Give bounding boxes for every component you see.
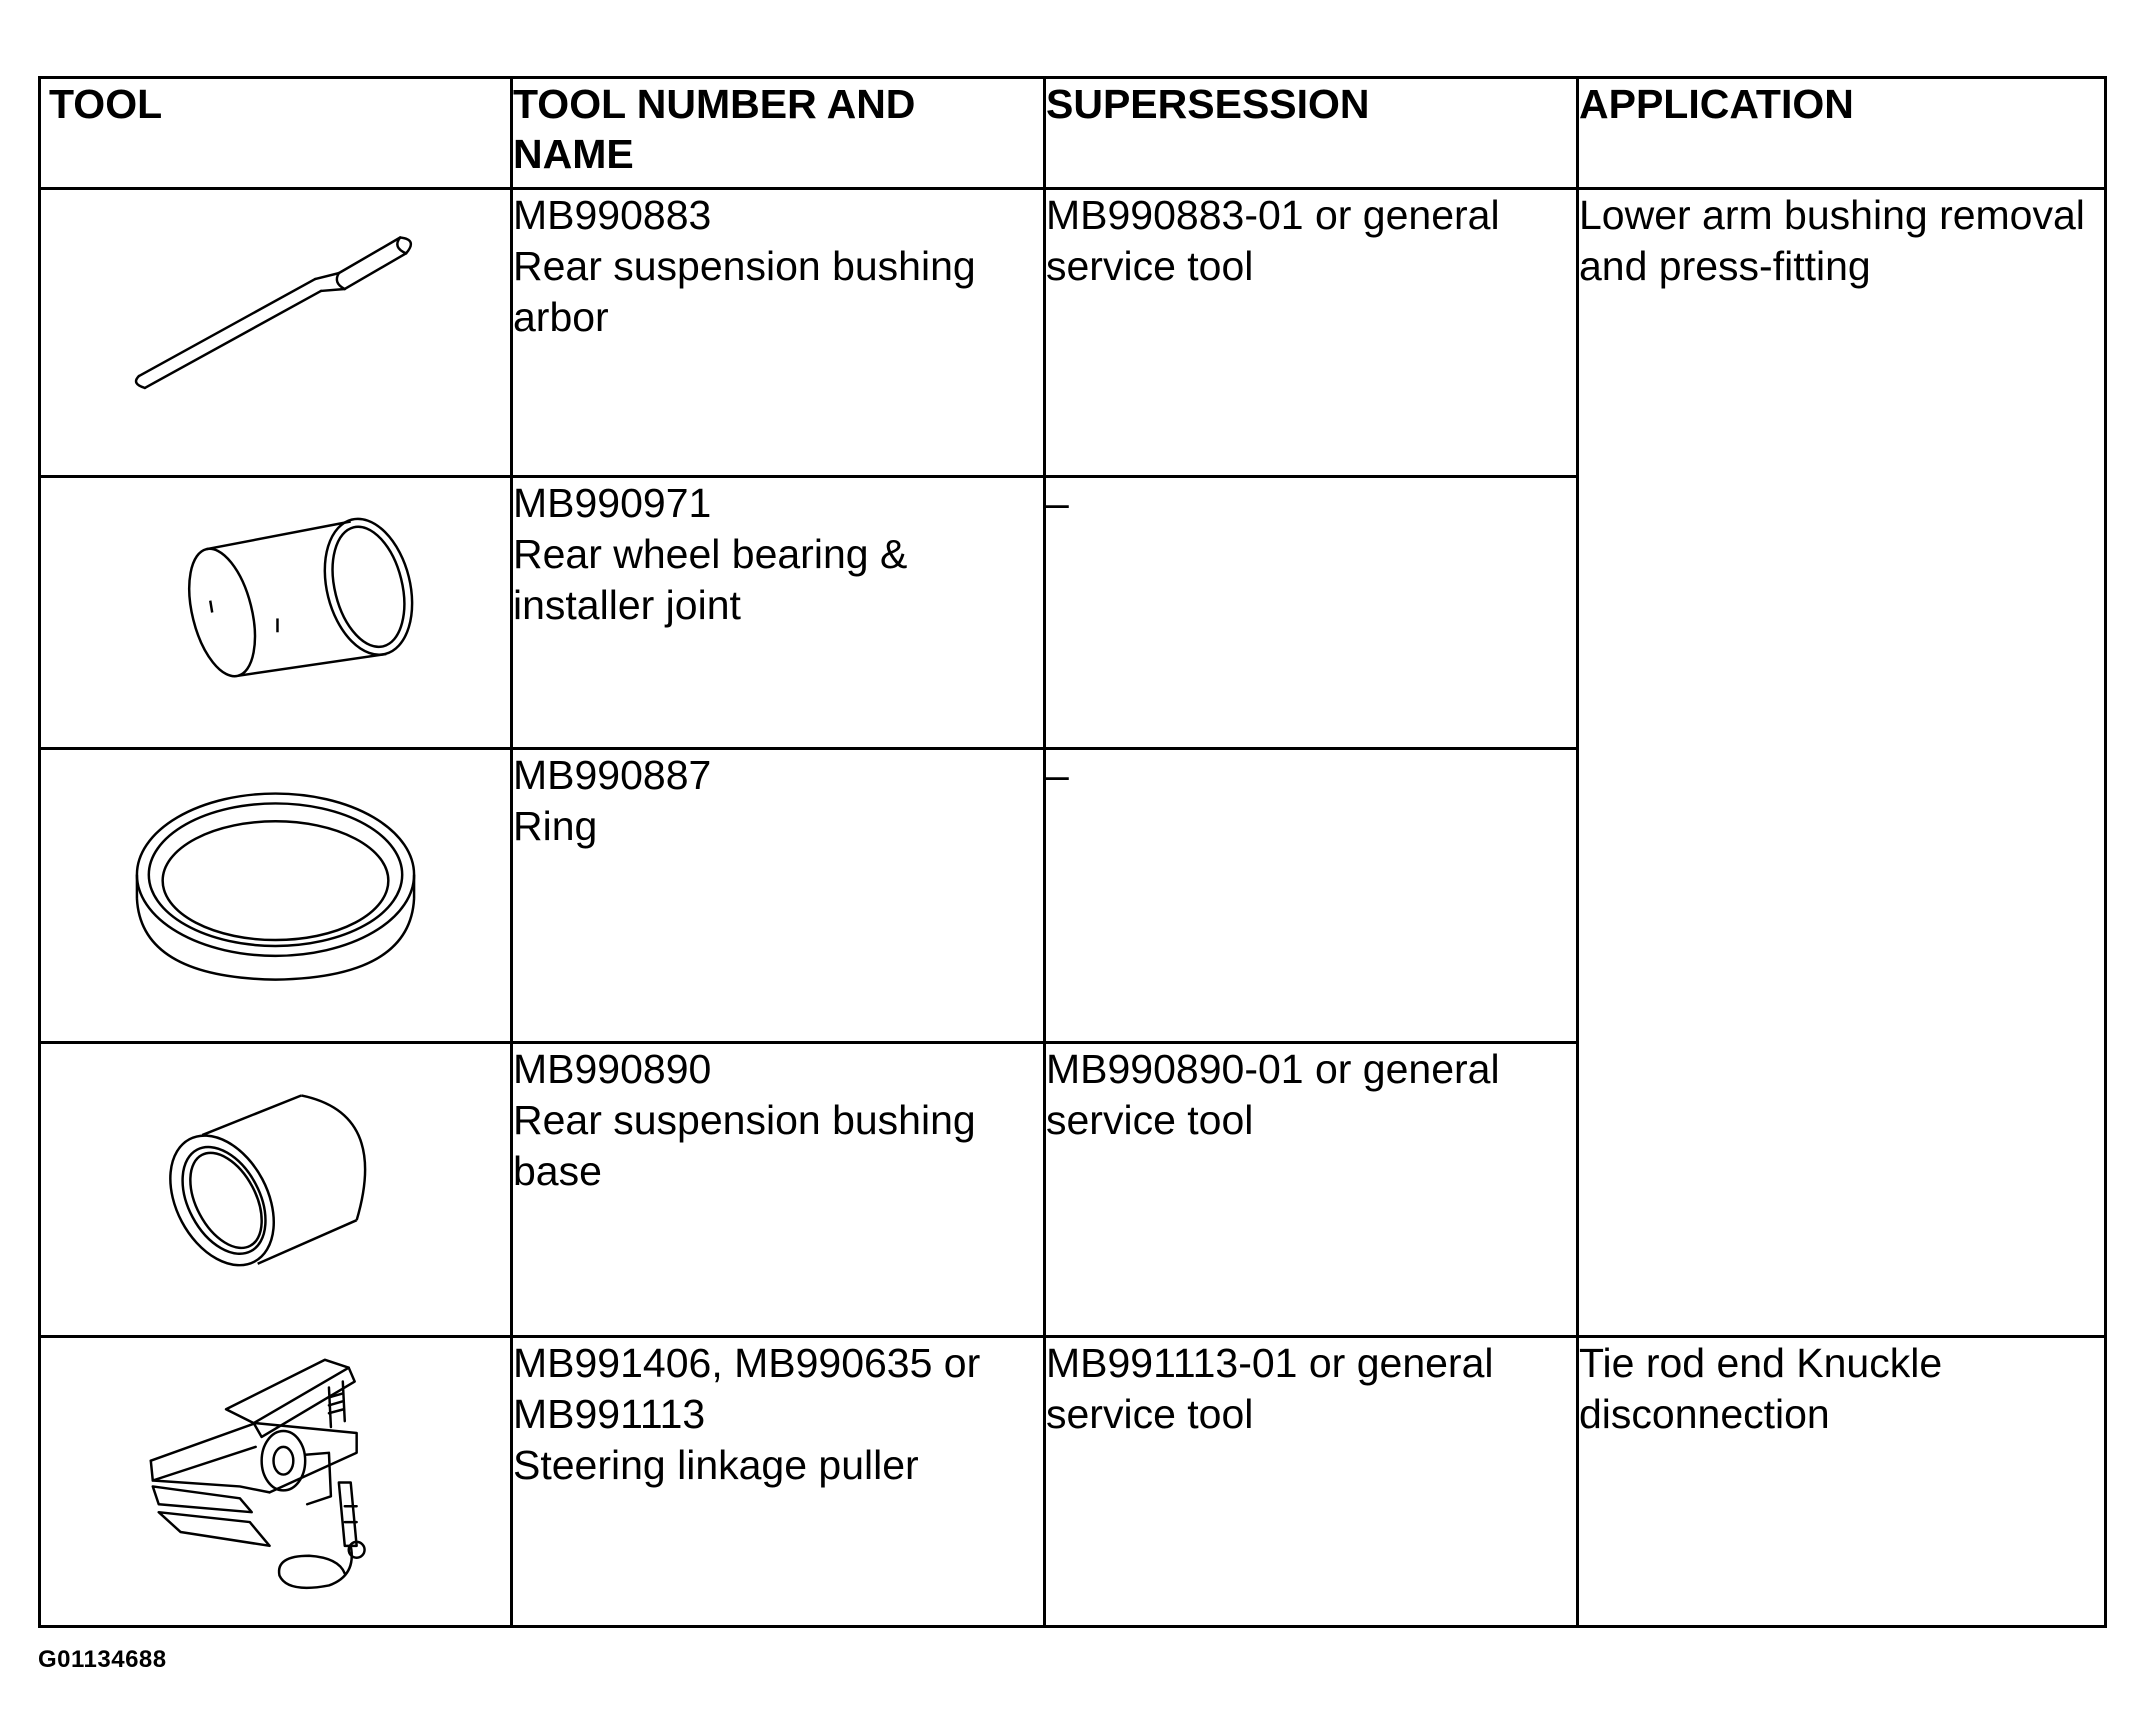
header-tool-number-and-name: TOOL NUMBER AND NAME bbox=[512, 78, 1045, 189]
supersession-cell: MB990883-01 or general service tool bbox=[1045, 189, 1578, 477]
bushing-base-icon bbox=[41, 1044, 510, 1335]
tool-number-name-cell bbox=[512, 1337, 1045, 1627]
header-application: APPLICATION bbox=[1578, 78, 2106, 189]
tool-number-name-cell bbox=[512, 749, 1045, 1043]
bushing-arbor-icon bbox=[41, 190, 510, 475]
tool-name: Steering linkage puller bbox=[513, 1442, 919, 1488]
tool-number-name-cell bbox=[512, 189, 1045, 477]
supersession-cell: MB990890-01 or general service tool bbox=[1045, 1043, 1578, 1337]
table-row bbox=[40, 189, 2106, 477]
table-header-row bbox=[40, 78, 2106, 189]
table-row bbox=[40, 1337, 2106, 1627]
installer-joint-icon bbox=[41, 478, 510, 747]
application-cell: Lower arm bushing removal and press-fitting bbox=[1578, 189, 2106, 1337]
tool-number: MB990883 bbox=[513, 192, 712, 238]
supersession-cell: MB991113-01 or general service tool bbox=[1045, 1337, 1578, 1627]
tool-name: Rear suspension bushing arbor bbox=[513, 243, 976, 340]
supersession-cell: – bbox=[1045, 749, 1578, 1043]
tool-number-name-cell bbox=[512, 1043, 1045, 1337]
special-tools-table bbox=[38, 76, 2107, 1628]
application-cell: Tie rod end Knuckle disconnection bbox=[1578, 1337, 2106, 1627]
tool-number-name-cell bbox=[512, 477, 1045, 749]
tool-image-cell bbox=[40, 477, 512, 749]
tool-image-cell bbox=[40, 189, 512, 477]
ring-icon bbox=[41, 750, 510, 1041]
header-tool: TOOL bbox=[40, 78, 512, 189]
tool-number: MB990890 bbox=[513, 1046, 712, 1092]
tool-name: Rear wheel bearing & installer joint bbox=[513, 531, 908, 628]
tool-number: MB990887 bbox=[513, 752, 712, 798]
tool-number: MB990971 bbox=[513, 480, 712, 526]
special-tools-sheet bbox=[38, 76, 2104, 1624]
steering-linkage-puller-icon bbox=[41, 1338, 510, 1625]
tool-name: Ring bbox=[513, 803, 598, 849]
tool-image-cell bbox=[40, 1043, 512, 1337]
supersession-cell: – bbox=[1045, 477, 1578, 749]
tool-image-cell bbox=[40, 1337, 512, 1627]
tool-image-cell bbox=[40, 749, 512, 1043]
tool-name: Rear suspension bushing base bbox=[513, 1097, 976, 1194]
figure-id: G01134688 bbox=[38, 1646, 167, 1673]
header-supersession: SUPERSESSION bbox=[1045, 78, 1578, 189]
tool-number: MB991406, MB990635 or MB991113 bbox=[513, 1340, 981, 1437]
